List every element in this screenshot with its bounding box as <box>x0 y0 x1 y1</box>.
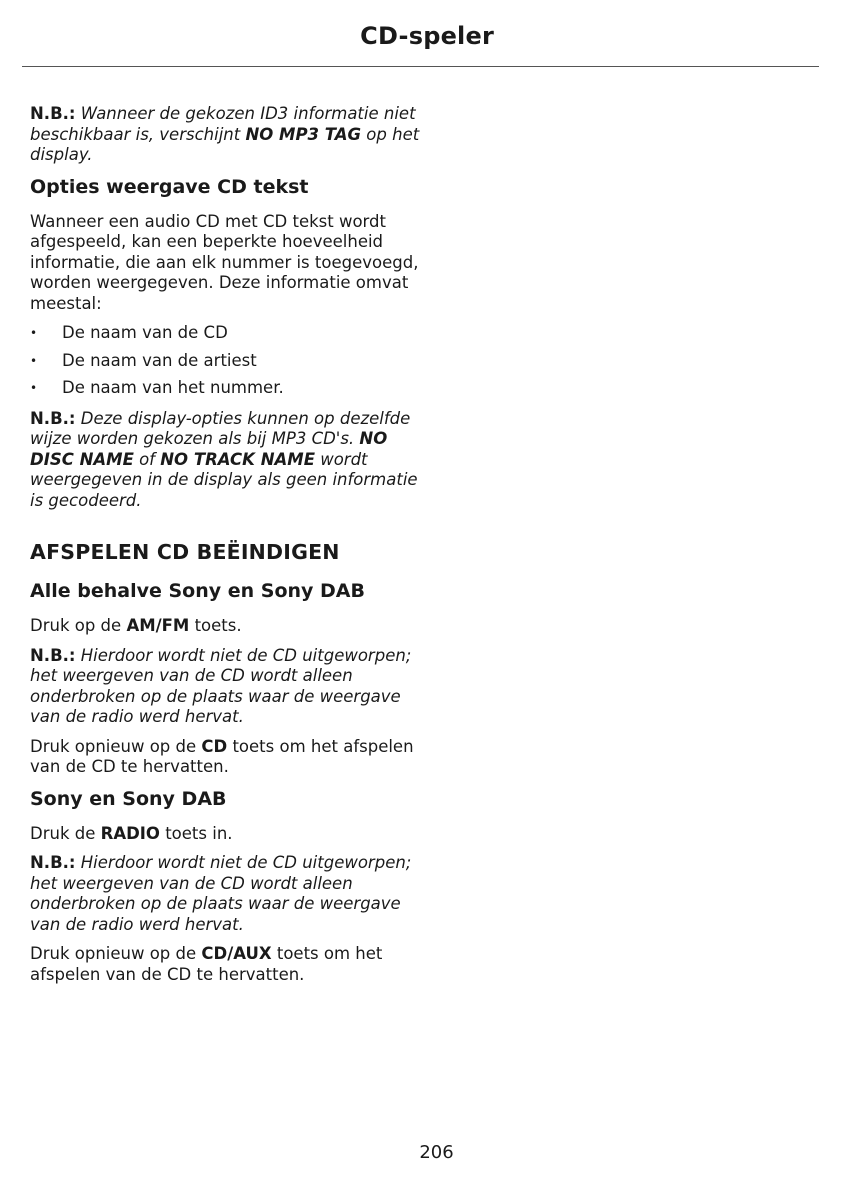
page-title: CD-speler <box>360 22 494 50</box>
note-not-ejected <box>30 853 430 935</box>
note-bold-term: NO MP3 TAG <box>245 124 362 144</box>
paragraph-press-radio <box>30 824 430 845</box>
header-divider <box>22 66 819 67</box>
note-label: N.B.: <box>30 853 76 872</box>
note-text: op het display. <box>30 124 420 164</box>
bullet-glyph: • <box>30 326 38 340</box>
subsection-heading-sony: Sony en Sony DAB <box>30 787 227 810</box>
key-name: AM/FM <box>126 616 190 635</box>
list-item <box>30 323 430 344</box>
paragraph-text: toets om het afspelen van de CD te hervatten. <box>30 736 414 776</box>
note-label: N.B.: <box>30 408 76 428</box>
key-name: CD/AUX <box>201 944 272 963</box>
list-item-text: De naam van de artiest <box>62 350 257 370</box>
paragraph-press-cdaux <box>30 944 430 985</box>
paragraph-text: Druk op de <box>30 616 127 635</box>
note-label: N.B.: <box>30 645 76 665</box>
paragraph-text: Druk de <box>30 823 101 843</box>
main-column <box>30 104 430 994</box>
note-text: Wanneer de gekozen ID3 informatie niet beschikbaar is, verschijnt <box>30 104 416 144</box>
note-label: N.B.: <box>30 104 76 123</box>
paragraph-text: toets om het afspelen van de CD te hervatten. <box>30 944 383 984</box>
note-text: of <box>133 449 161 469</box>
paragraph-text: toets in. <box>159 823 233 843</box>
list-item <box>30 378 430 399</box>
bullet-glyph: • <box>30 353 38 368</box>
subsection-heading-non-sony: Alle behalve Sony en Sony DAB <box>30 580 365 602</box>
section-heading-cd-text: Opties weergave CD tekst <box>30 175 309 198</box>
bullet-list <box>30 323 430 399</box>
paragraph-cd-text: Wanneer een audio CD met CD tekst wordt afgespeeld, kan een beperkte hoeveelheid informatie, die aan elk nummer is toegevoegd, worden weergegeven. Deze informatie omvat meestal: <box>30 211 419 313</box>
paragraph-text: Druk opnieuw op de <box>30 736 202 756</box>
list-item <box>30 351 430 372</box>
note-not-ejected <box>30 646 430 728</box>
list-item-text: De naam van het nummer. <box>62 378 284 397</box>
section-heading-stop-cd: AFSPELEN CD BEËINDIGEN <box>30 540 340 564</box>
paragraph-press-amfm <box>30 616 430 637</box>
paragraph-text: toets. <box>189 616 242 635</box>
note-bold-term: NO TRACK NAME <box>160 449 315 469</box>
paragraph-text: Druk opnieuw op de <box>30 944 202 963</box>
note-text: Hierdoor wordt niet de CD uitgeworpen; het weergeven van de CD wordt alleen onderbroken op de plaats waar de weergave van de radio werd hervat. <box>30 645 412 726</box>
key-name: CD <box>201 736 228 756</box>
page-number: 206 <box>419 1142 454 1163</box>
note-id3 <box>30 104 430 166</box>
key-name: RADIO <box>100 823 160 843</box>
note-text: Hierdoor wordt niet de CD uitgeworpen; het weergeven van de CD wordt alleen onderbroken op de plaats waar de weergave van de radio werd hervat. <box>30 853 412 934</box>
note-text: wordt weergegeven in de display als geen informatie is gecodeerd. <box>30 449 418 510</box>
paragraph-press-cd <box>30 737 430 778</box>
note-text: Deze display-opties kunnen op dezelfde wijze worden gekozen als bij MP3 CD's. <box>30 408 411 448</box>
list-item-text: De naam van de CD <box>62 323 228 342</box>
note-display-options <box>30 409 430 512</box>
note-bold-term: NO DISC NAME <box>30 429 388 469</box>
bullet-glyph: • <box>30 381 38 395</box>
